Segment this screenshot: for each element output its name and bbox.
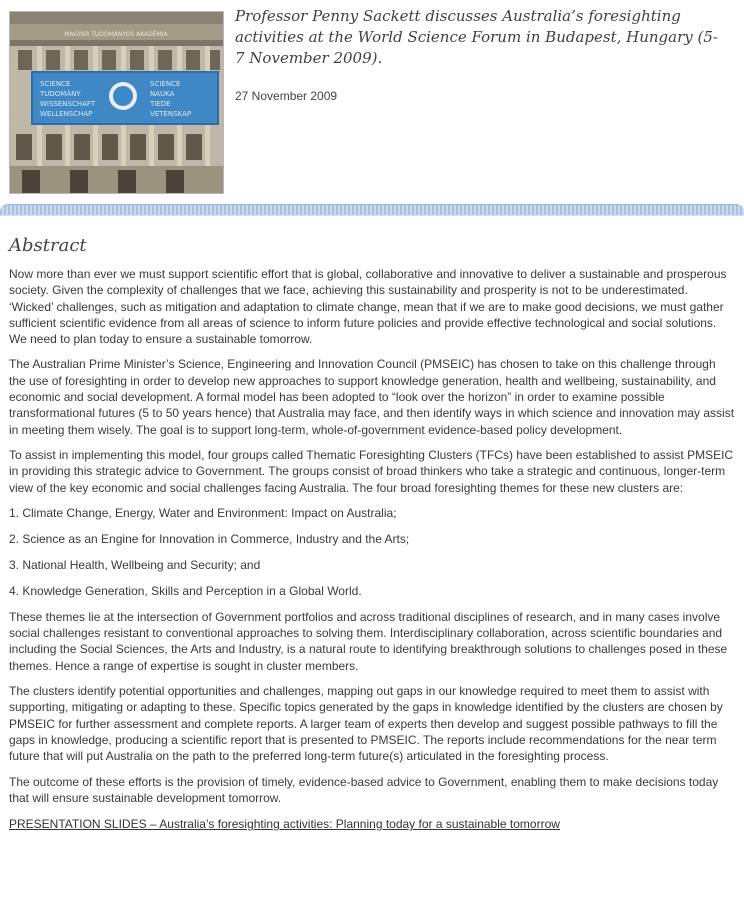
abstract-paragraph: Now more than ever we must support scientific effort that is global, collaborative and innovative to deliver a sustainable and prosperous society. Given the complexity of challenges that we face, achieving this sustainability and prosperity is not to be underestimated. ‘Wicked’ challenges, such as mitigation and adaptation to climate change, mean that if we are to make good decisions, we must gather sufficient scientific evidence from all areas of science to inform future policies and provide effective technological and social solutions. We need to plan today to ensure a sustainable tomorrow. [9,267,727,347]
abstract-paragraph: To assist in implementing this model, four groups called Thematic Foresighting Clusters (TFCs) have been established to assist PMSEIC in providing this strategic advice to Government. The groups consist of broad thinkers who take a strategic and continuous, longer-term view of the key economic and social challenges facing Australia. The four broad foresighting themes for these new clusters are: [9,447,734,495]
theme-item: 4. Knowledge Generation, Skills and Perception in a Global World. [9,583,362,598]
article-date: 27 November 2009 [235,89,338,103]
abstract-paragraph: These themes lie at the intersection of Government portfolios and across traditional disciplines of research, and in many cases involve social challenges resistant to conventional approaches to solving them. Interdisciplinary collaboration, across scientific boundaries and including the Social Sciences, the Arts and Industry, is a natural route to identifying breakthrough solutions to challenges posed in these themes. Hence a range of expertise is sought in cluster members. [9,609,728,673]
svg-text:SCIENCE: SCIENCE [40,80,71,88]
svg-text:NAUKA: NAUKA [150,90,175,98]
article-header [0,0,744,205]
svg-text:WISSENSCHAFT: WISSENSCHAFT [40,100,96,108]
abstract-paragraph: The Australian Prime Minister’s Science, Engineering and Innovation Council (PMSEIC) has chosen to take on this challenge through the use of foresighting in order to develop new approaches to support knowledge generation, health and wellbeing, sustainability, and economic and social development. A formal model has been adopted to “look over the horizon” in order to examine possible transformational futures (5 to 50 years hence) that Australia may face, and then identify ways in which science and innovation may assist in meeting them wisely. The goal is to support long-term, whole-of-government evidence-based policy development. [9,357,735,437]
svg-text:WELLENSCHAP: WELLENSCHAP [40,110,93,118]
abstract-paragraph: The clusters identify potential opportunities and challenges, mapping out gaps in our knowledge required to meet them to assist with supporting, mitigating or adapting to these. Specific topics generated by the gaps in knowledge identified by the clusters are chosen by PMSEIC for further assessment and complete reports. A larger team of experts then develop and suggest possible pathways to fill the gaps in knowledge, producing a scientific report that is presented to PMSEIC. The reports include recommendations for the near term future that will put Australia on the path to the preferred long-term future(s) articulated in the foresighting process. [9,684,723,764]
section-divider [0,204,744,216]
event-photo [9,11,224,194]
abstract-heading: Abstract [9,235,87,256]
svg-text:SCIENCE: SCIENCE [150,80,181,88]
svg-text:TIEDE: TIEDE [150,100,171,108]
theme-item: 2. Science as an Engine for Innovation in Commerce, Industry and the Arts; [9,531,410,546]
theme-item: 3. National Health, Wellbeing and Security; and [9,557,261,572]
svg-text:VETENSKAP: VETENSKAP [150,110,192,118]
theme-item: 1. Climate Change, Energy, Water and Environment: Impact on Australia; [9,505,397,520]
presentation-slides-link[interactable]: PRESENTATION SLIDES – Australia’s foresighting activities: Planning today for a sustainable tomorrow [9,817,560,832]
building-inscription: MAGYAR TUDOMÁNYOS AKADÉMIA [64,31,168,38]
svg-text:TUDOMÁNY: TUDOMÁNY [40,90,81,98]
article-headline: Professor Penny Sackett discusses Australia’s foresighting activities at the World Science Forum in Budapest, Hungary (5-7 November 2009). [235,7,718,67]
abstract-section [9,216,735,833]
abstract-paragraph: The outcome of these efforts is the provision of timely, evidence-based advice to Government, enabling them to make decisions today that will ensure sustainable development tomorrow. [9,774,719,805]
